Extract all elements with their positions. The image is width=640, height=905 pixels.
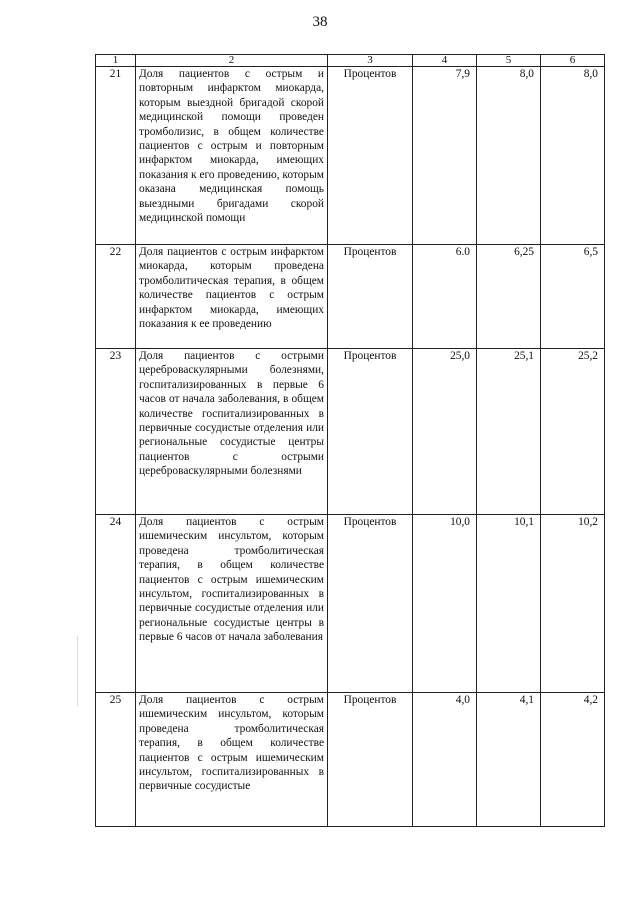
header-cell-1: 1 bbox=[96, 55, 136, 67]
row-number: 24 bbox=[96, 515, 136, 693]
table-row bbox=[96, 67, 605, 245]
row-value-4: 4,0 bbox=[413, 693, 477, 827]
table-row bbox=[96, 515, 605, 693]
header-cell-3: 3 bbox=[328, 55, 413, 67]
row-number: 23 bbox=[96, 349, 136, 515]
row-description: Доля пациентов с острым и повторным инфарктом миокарда, которым выездной бригадой скорой медицинской помощи проведен тромболизис, в общем количестве пациентов с острым и повторным инфарктом миокарда, имеющих показания к его проведению, которым оказана медицинская помощь выездными бригадами скорой медицинской помощи bbox=[136, 67, 328, 245]
row-value-4: 10,0 bbox=[413, 515, 477, 693]
row-description: Доля пациентов с острым инфарктом миокарда, которым проведена тромболитическая терапия, в общем количестве пациентов с острым инфарктом миокарда, имеющих показания к ее проведению bbox=[136, 245, 328, 349]
row-value-6: 4,2 bbox=[541, 693, 605, 827]
row-unit: Процентов bbox=[328, 693, 413, 827]
table-row bbox=[96, 693, 605, 827]
margin-mark bbox=[77, 636, 78, 706]
row-unit: Процентов bbox=[328, 515, 413, 693]
row-unit: Процентов bbox=[328, 245, 413, 349]
row-number: 25 bbox=[96, 693, 136, 827]
row-unit: Процентов bbox=[328, 67, 413, 245]
header-cell-6: 6 bbox=[541, 55, 605, 67]
row-description: Доля пациентов с острыми цереброваскулярными болезнями, госпитализированных в первые 6 часов от начала заболевания, в общем количестве госпитализированных в первичные сосудистые отделения или региональные сосудистые центры пациентов с острыми цереброваскулярными болезнями bbox=[136, 349, 328, 515]
row-value-6: 8,0 bbox=[541, 67, 605, 245]
row-value-5: 4,1 bbox=[477, 693, 541, 827]
table-row bbox=[96, 245, 605, 349]
row-value-6: 10,2 bbox=[541, 515, 605, 693]
header-cell-2: 2 bbox=[136, 55, 328, 67]
row-number: 22 bbox=[96, 245, 136, 349]
row-value-5: 8,0 bbox=[477, 67, 541, 245]
table-row bbox=[96, 349, 605, 515]
row-number: 21 bbox=[96, 67, 136, 245]
row-value-5: 6,25 bbox=[477, 245, 541, 349]
row-description: Доля пациентов с острым ишемическим инсультом, которым проведена тромболитическая терапия, в общем количестве пациентов с острым ишемическим инсультом, госпитализированных в первичные сосудистые bbox=[136, 693, 328, 827]
row-value-6: 25,2 bbox=[541, 349, 605, 515]
row-unit: Процентов bbox=[328, 349, 413, 515]
row-value-4: 7,9 bbox=[413, 67, 477, 245]
row-value-5: 25,1 bbox=[477, 349, 541, 515]
indicators-table bbox=[95, 54, 605, 827]
row-value-4: 6.0 bbox=[413, 245, 477, 349]
row-value-6: 6,5 bbox=[541, 245, 605, 349]
table-header-row bbox=[96, 55, 605, 67]
page-number: 38 bbox=[312, 14, 328, 30]
header-cell-4: 4 bbox=[413, 55, 477, 67]
row-description: Доля пациентов с острым ишемическим инсультом, которым проведена тромболитическая терапия, в общем количестве пациентов с острым ишемическим инсультом, госпитализированных в первичные сосудистые отделения или региональные сосудистые центры в первые 6 часов от начала заболевания bbox=[136, 515, 328, 693]
row-value-4: 25,0 bbox=[413, 349, 477, 515]
header-cell-5: 5 bbox=[477, 55, 541, 67]
row-value-5: 10,1 bbox=[477, 515, 541, 693]
